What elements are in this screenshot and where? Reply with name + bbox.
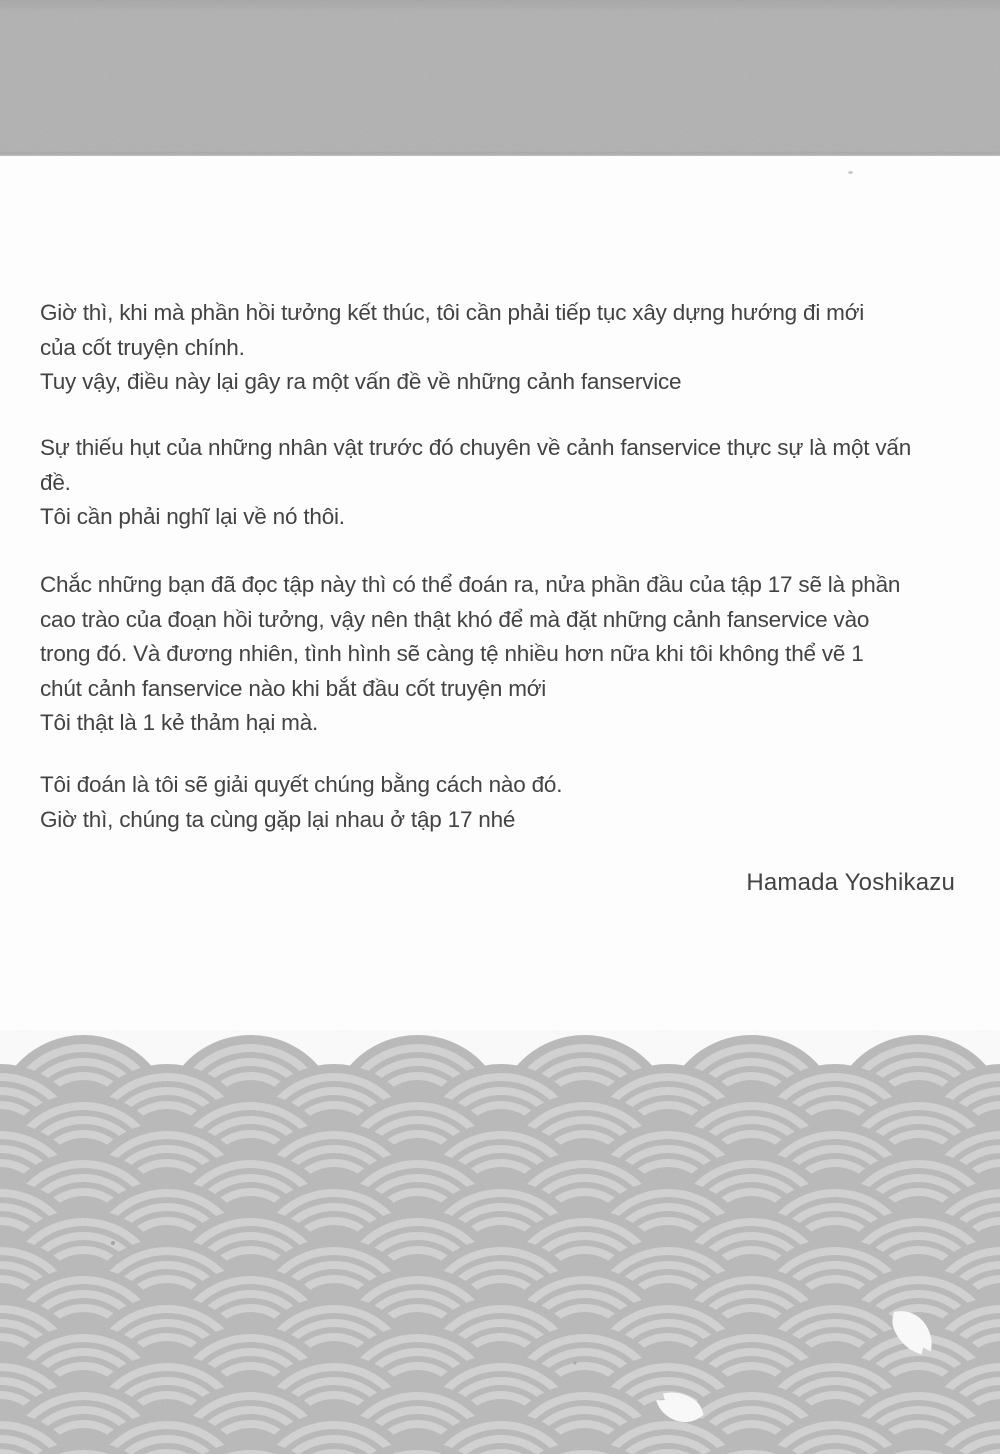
text-line: Tuy vậy, điều này lại gây ra một vấn đề về những cảnh fanservice — [40, 369, 682, 394]
top-paper-band — [0, 0, 1000, 156]
text-line: Sự thiếu hụt của những nhân vật trước đó chuyên về cảnh fanservice thực sự là một vấn — [40, 435, 912, 460]
dust-speck — [848, 171, 853, 174]
text-line: Tôi cần phải nghĩ lại về nó thôi. — [40, 504, 345, 529]
afterword-paragraph — [40, 431, 960, 535]
afterword-paragraph — [40, 568, 960, 741]
text-line: cao trào của đoạn hồi tưởng, vậy nên thật khó để mà đặt những cảnh fanservice vào — [40, 606, 870, 632]
text-line: của cốt truyện chính. — [40, 334, 245, 360]
afterword-paragraph — [40, 768, 960, 837]
text-line: Giờ thì, chúng ta cùng gặp lại nhau ở tập 17 nhé — [40, 806, 516, 832]
text-line: chút cảnh fanservice nào khi bắt đầu cốt truyện mới — [40, 675, 547, 701]
text-line: đề. — [40, 469, 71, 495]
author-signature: Hamada Yoshikazu — [746, 869, 955, 896]
text-line: Tôi đoán là tôi sẽ giải quyết chúng bằng cách nào đó. — [40, 772, 563, 797]
text-line: Chắc những bạn đã đọc tập này thì có thể đoán ra, nửa phần đầu của tập 17 sẽ là phần — [40, 572, 901, 597]
wave-pattern-section — [0, 1030, 1000, 1454]
text-line: trong đó. Và đương nhiên, tình hình sẽ càng tệ nhiều hơn nữa khi tôi không thể vẽ 1 — [40, 641, 864, 666]
seigaiha-wave-pattern — [0, 1030, 1000, 1454]
text-line: Tôi thật là 1 kẻ thảm hại mà. — [40, 710, 319, 735]
band-grain — [0, 0, 1000, 156]
text-line: Giờ thì, khi mà phần hồi tưởng kết thúc, tôi cần phải tiếp tục xây dựng hướng đi mới — [40, 300, 865, 325]
afterword-paragraph — [40, 296, 960, 400]
top-band-texture — [0, 0, 1000, 156]
wave-grain — [0, 1030, 1000, 1454]
